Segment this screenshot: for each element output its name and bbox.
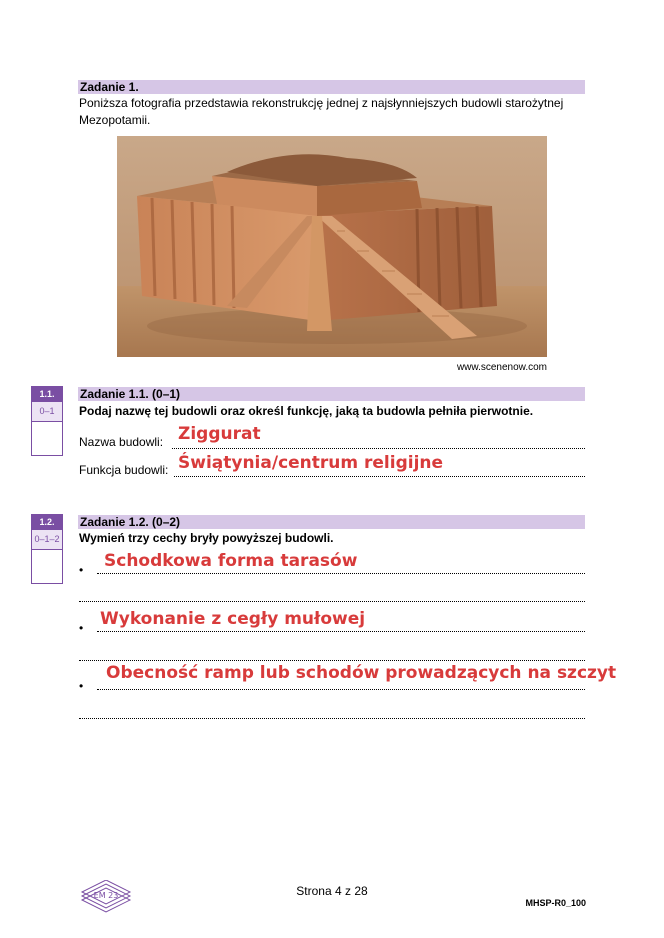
name-label: Nazwa budowli: <box>79 435 164 449</box>
answer-line <box>79 718 585 719</box>
feature-answer-1: Schodkowa forma tarasów <box>104 551 358 571</box>
name-answer-line <box>172 448 585 449</box>
name-answer: Ziggurat <box>178 424 261 444</box>
score-box-blank <box>32 421 62 455</box>
score-box-points: 0–1 <box>32 401 62 421</box>
score-box-1-1 <box>31 386 63 456</box>
answer-bullet: • <box>79 679 84 693</box>
score-box-number: 1.2. <box>32 515 62 529</box>
answer-line <box>79 660 585 661</box>
task1-1-instruction: Podaj nazwę tej budowli oraz określ funkcję, jaką ta budowla pełniła pierwotnie. <box>79 404 534 418</box>
task1-title-band <box>78 80 585 94</box>
answer-line <box>79 601 585 602</box>
answer-bullet: • <box>79 563 84 577</box>
score-box-points: 0–1–2 <box>32 529 62 549</box>
task1-1-title: Zadanie 1.1. (0–1) <box>80 387 181 401</box>
score-box-1-2 <box>31 514 63 584</box>
function-label: Funkcja budowli: <box>79 463 169 477</box>
feature-answer-2: Wykonanie z cegły mułowej <box>100 609 366 629</box>
task1-title: Zadanie 1. <box>80 80 139 94</box>
answer-bullet: • <box>79 621 84 635</box>
photo-credit: www.scenenow.com <box>456 362 547 373</box>
answer-line <box>97 631 585 632</box>
page-number: Strona 4 z 28 <box>296 884 368 898</box>
exam-code: MHSP-R0_100 <box>525 898 586 908</box>
answer-line <box>97 573 585 574</box>
function-answer-line <box>174 476 585 477</box>
score-box-blank <box>32 549 62 583</box>
score-box-number: 1.1. <box>32 387 62 401</box>
answer-line <box>97 689 585 690</box>
task1-2-title: Zadanie 1.2. (0–2) <box>80 515 181 529</box>
task1-2-instruction: Wymień trzy cechy bryły powyższej budowli. <box>79 531 334 545</box>
feature-answer-3: Obecność ramp lub schodów prowadzących na szczyt <box>106 663 617 683</box>
ziggurat-photo <box>117 136 547 357</box>
logo-text: EM 23 <box>93 891 119 900</box>
function-answer: Świątynia/centrum religijne <box>178 453 444 473</box>
task1-intro: Poniższa fotografia przedstawia rekonstrukcję jednej z najsłynniejszych budowli starożytnej Mezopotamii. <box>79 96 564 127</box>
